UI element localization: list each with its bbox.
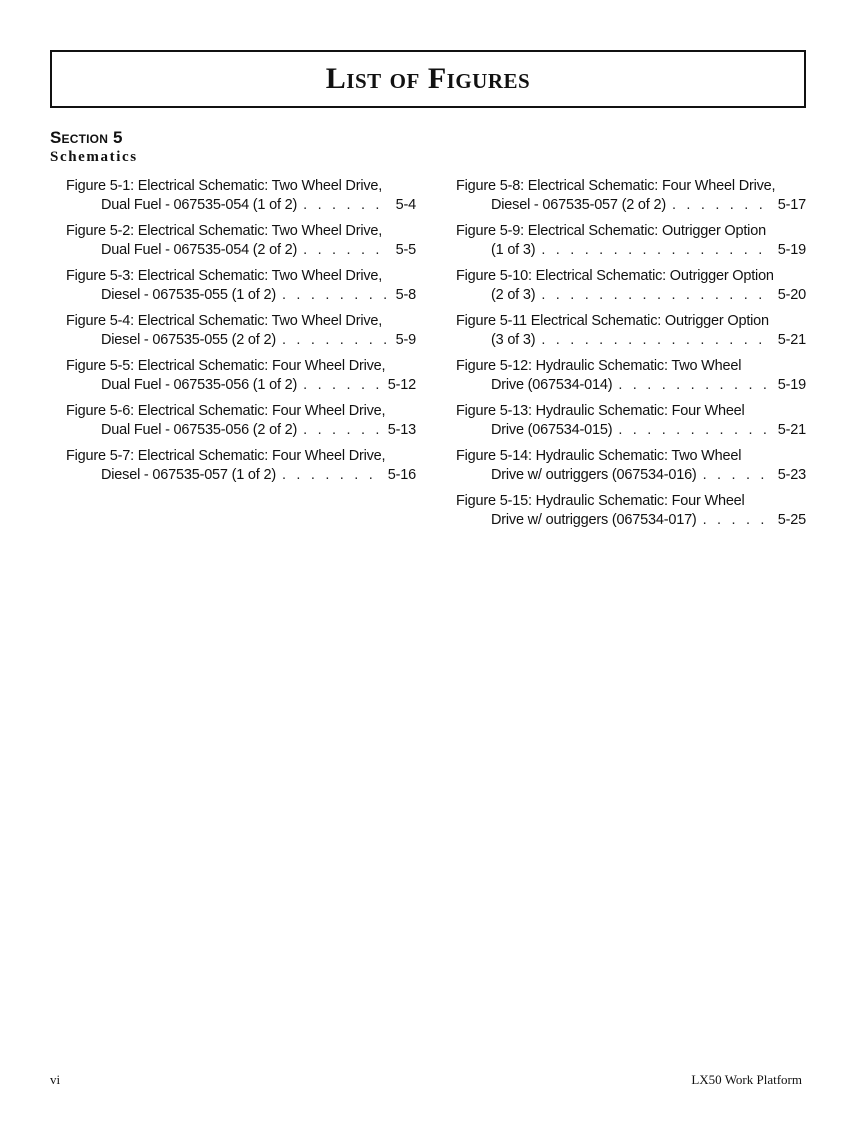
dot-leader [703, 511, 772, 530]
figure-entry[interactable] [66, 312, 416, 349]
figure-entry-continuation: (3 of 3) [491, 331, 536, 348]
figure-entry-page: 5-20 [777, 286, 806, 303]
dot-leader [672, 196, 772, 215]
figure-entry-continuation: (1 of 3) [491, 241, 536, 258]
figure-entry[interactable] [66, 222, 416, 259]
dot-leader [303, 196, 390, 215]
figure-entry-continuation: Diesel - 067535-057 (2 of 2) [491, 196, 666, 213]
figure-entry-title: Figure 5-7: Electrical Schematic: Four Wheel Drive, [66, 448, 386, 464]
dot-leader [282, 466, 382, 485]
figure-entry-title: Figure 5-15: Hydraulic Schematic: Four Wheel [456, 493, 745, 509]
figure-list-right-column [456, 177, 806, 537]
dot-leader [541, 286, 771, 305]
section-heading: Section 5 [50, 128, 123, 147]
figure-entry-continuation: Drive (067534-015) [491, 421, 613, 438]
figure-entry-page: 5-19 [777, 376, 806, 393]
figure-entry[interactable] [456, 177, 806, 214]
figure-entry-continuation: Dual Fuel - 067535-056 (2 of 2) [101, 421, 298, 438]
figure-list-left-column [66, 177, 416, 492]
figure-entry-continuation: Drive (067534-014) [491, 376, 613, 393]
figure-entry-title: Figure 5-13: Hydraulic Schematic: Four Wheel [456, 403, 745, 419]
figure-entry-title: Figure 5-8: Electrical Schematic: Four Wheel Drive, [456, 178, 776, 194]
dot-leader [303, 241, 390, 260]
figure-entry[interactable] [66, 402, 416, 439]
figure-entry-title: Figure 5-4: Electrical Schematic: Two Wheel Drive, [66, 313, 383, 329]
figure-entry-continuation: Diesel - 067535-055 (1 of 2) [101, 286, 276, 303]
figure-entry-continuation: Drive w/ outriggers (067534-016) [491, 466, 697, 483]
figure-entry-title: Figure 5-14: Hydraulic Schematic: Two Wheel [456, 448, 742, 464]
dot-leader [541, 241, 771, 260]
dot-leader [282, 331, 390, 350]
dot-leader [703, 466, 772, 485]
figure-entry-title: Figure 5-10: Electrical Schematic: Outrigger Option [456, 268, 774, 284]
figure-entry-title: Figure 5-12: Hydraulic Schematic: Two Wheel [456, 358, 742, 374]
figure-entry-title: Figure 5-3: Electrical Schematic: Two Wheel Drive, [66, 268, 383, 284]
footer-page-number: vi [50, 1072, 61, 1087]
figure-entry-page: 5-25 [777, 511, 806, 528]
figure-entry[interactable] [456, 267, 806, 304]
figure-entry[interactable] [66, 357, 416, 394]
figure-entry-page: 5-8 [395, 286, 416, 303]
figure-entry-page: 5-19 [777, 241, 806, 258]
figure-entry[interactable] [456, 222, 806, 259]
figure-entry-page: 5-23 [777, 466, 806, 483]
section-subtitle: Schematics [50, 149, 138, 165]
figure-entry-page: 5-16 [387, 466, 416, 483]
figure-entry-title: Figure 5-1: Electrical Schematic: Two Wheel Drive, [66, 178, 383, 194]
dot-leader [303, 421, 382, 440]
figure-entry-page: 5-4 [395, 196, 416, 213]
figure-entry-page: 5-21 [777, 421, 806, 438]
page-title: List of Figures [325, 62, 531, 95]
figure-entry-continuation: (2 of 3) [491, 286, 536, 303]
figure-entry[interactable] [456, 492, 806, 529]
figure-entry[interactable] [456, 447, 806, 484]
figure-entry[interactable] [456, 357, 806, 394]
figure-entry-title: Figure 5-9: Electrical Schematic: Outrigger Option [456, 223, 766, 239]
dot-leader [541, 331, 771, 350]
figure-entry-title: Figure 5-6: Electrical Schematic: Four Wheel Drive, [66, 403, 386, 419]
figure-entry[interactable] [66, 267, 416, 304]
figure-entry[interactable] [456, 402, 806, 439]
figure-entry-title: Figure 5-5: Electrical Schematic: Four Wheel Drive, [66, 358, 386, 374]
figure-entry-continuation: Dual Fuel - 067535-056 (1 of 2) [101, 376, 298, 393]
dot-leader [618, 421, 771, 440]
figure-entry-page: 5-12 [387, 376, 416, 393]
footer-product-name: LX50 Work Platform [691, 1072, 802, 1087]
figure-entry-continuation: Diesel - 067535-055 (2 of 2) [101, 331, 276, 348]
figure-entry-page: 5-9 [395, 331, 416, 348]
figure-entry-title: Figure 5-2: Electrical Schematic: Two Wheel Drive, [66, 223, 383, 239]
figure-entry-page: 5-21 [777, 331, 806, 348]
dot-leader [282, 286, 390, 305]
dot-leader [303, 376, 382, 395]
dot-leader [618, 376, 771, 395]
figure-entry-title: Figure 5-11 Electrical Schematic: Outrigger Option [456, 313, 769, 329]
figure-entry-continuation: Dual Fuel - 067535-054 (2 of 2) [101, 241, 298, 258]
title-box [50, 50, 806, 108]
figure-entry-continuation: Drive w/ outriggers (067534-017) [491, 511, 697, 528]
figure-entry-continuation: Dual Fuel - 067535-054 (1 of 2) [101, 196, 298, 213]
figure-entry-continuation: Diesel - 067535-057 (1 of 2) [101, 466, 276, 483]
figure-entry[interactable] [66, 177, 416, 214]
figure-entry-page: 5-13 [387, 421, 416, 438]
figure-entry[interactable] [456, 312, 806, 349]
figure-entry-page: 5-17 [777, 196, 806, 213]
figure-entry-page: 5-5 [395, 241, 416, 258]
figure-entry[interactable] [66, 447, 416, 484]
